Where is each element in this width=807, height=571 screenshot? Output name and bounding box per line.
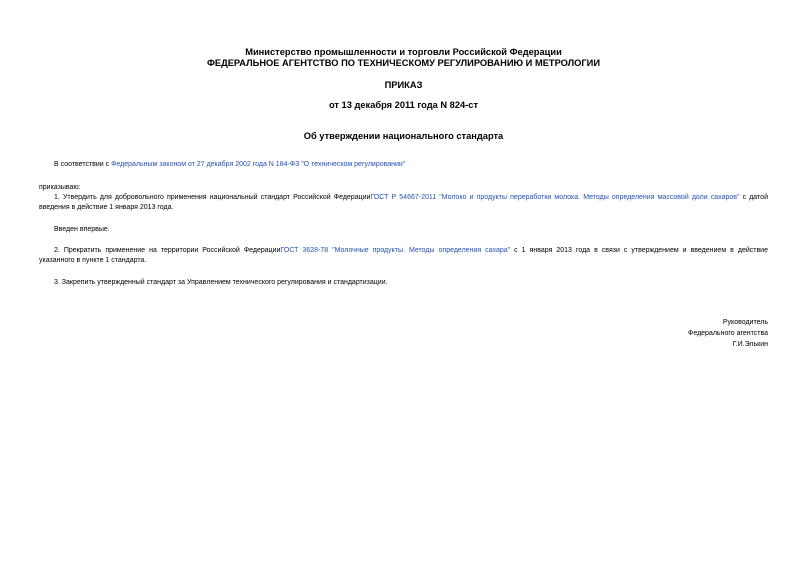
signature-title-line1: Руководитель — [722, 319, 768, 326]
intro-prefix: В соответствии с — [54, 161, 112, 168]
intro-paragraph — [54, 160, 405, 170]
signature-name: Г.И.Элькин — [732, 341, 768, 348]
signature-title-line2: Федерального агентства — [688, 330, 768, 337]
item1-prefix: 1. Утвердить для добровольного применения национальный стандарт Российской Федерации — [54, 194, 371, 201]
agency-name: ФЕДЕРАЛЬНОЕ АГЕНТСТВО ПО ТЕХНИЧЕСКОМУ РЕГУЛИРОВАНИЮ И МЕТРОЛОГИИ — [206, 58, 601, 68]
gost-3628-78-link[interactable]: ГОСТ 3628-78 "Молочные продукты. Методы определения сахара" — [280, 247, 511, 254]
ministry-name: Министерство промышленности и торговли Российской Федерации — [245, 47, 562, 57]
item1-line2: введения в действие 1 января 2013 года. — [39, 204, 174, 211]
item1-suffix: с датой — [739, 194, 768, 201]
item1-line1 — [54, 193, 768, 203]
item2-line2: указанного в пункте 1 стандарта. — [39, 257, 147, 264]
federal-law-link[interactable]: Федеральным законом от 27 декабря 2002 года N 184-ФЗ "О техническом регулировании" — [111, 161, 406, 168]
item2-suffix: с 1 января 2013 года в связи с утверждением и введением в действие — [510, 247, 768, 254]
introduced-note: Введен впервые. — [54, 226, 110, 233]
item2-prefix: 2. Прекратить применение на территории Российской Федерации — [54, 247, 281, 254]
item3-paragraph: 3. Закрепить утвержденный стандарт за Управлением технического регулирования и стандартизации. — [54, 279, 388, 286]
item2-line1 — [54, 246, 768, 256]
gost-r-54667-link[interactable]: ГОСТ Р 54667-2011 "Молоко и продукты переработки молока. Методы определения массовой доли сахаров" — [370, 194, 740, 201]
order-word: приказываю: — [39, 184, 81, 191]
document-type: ПРИКАЗ — [384, 80, 423, 90]
document-date-number: от 13 декабря 2011 года N 824-ст — [328, 100, 479, 110]
document-subject: Об утверждении национального стандарта — [303, 131, 504, 141]
